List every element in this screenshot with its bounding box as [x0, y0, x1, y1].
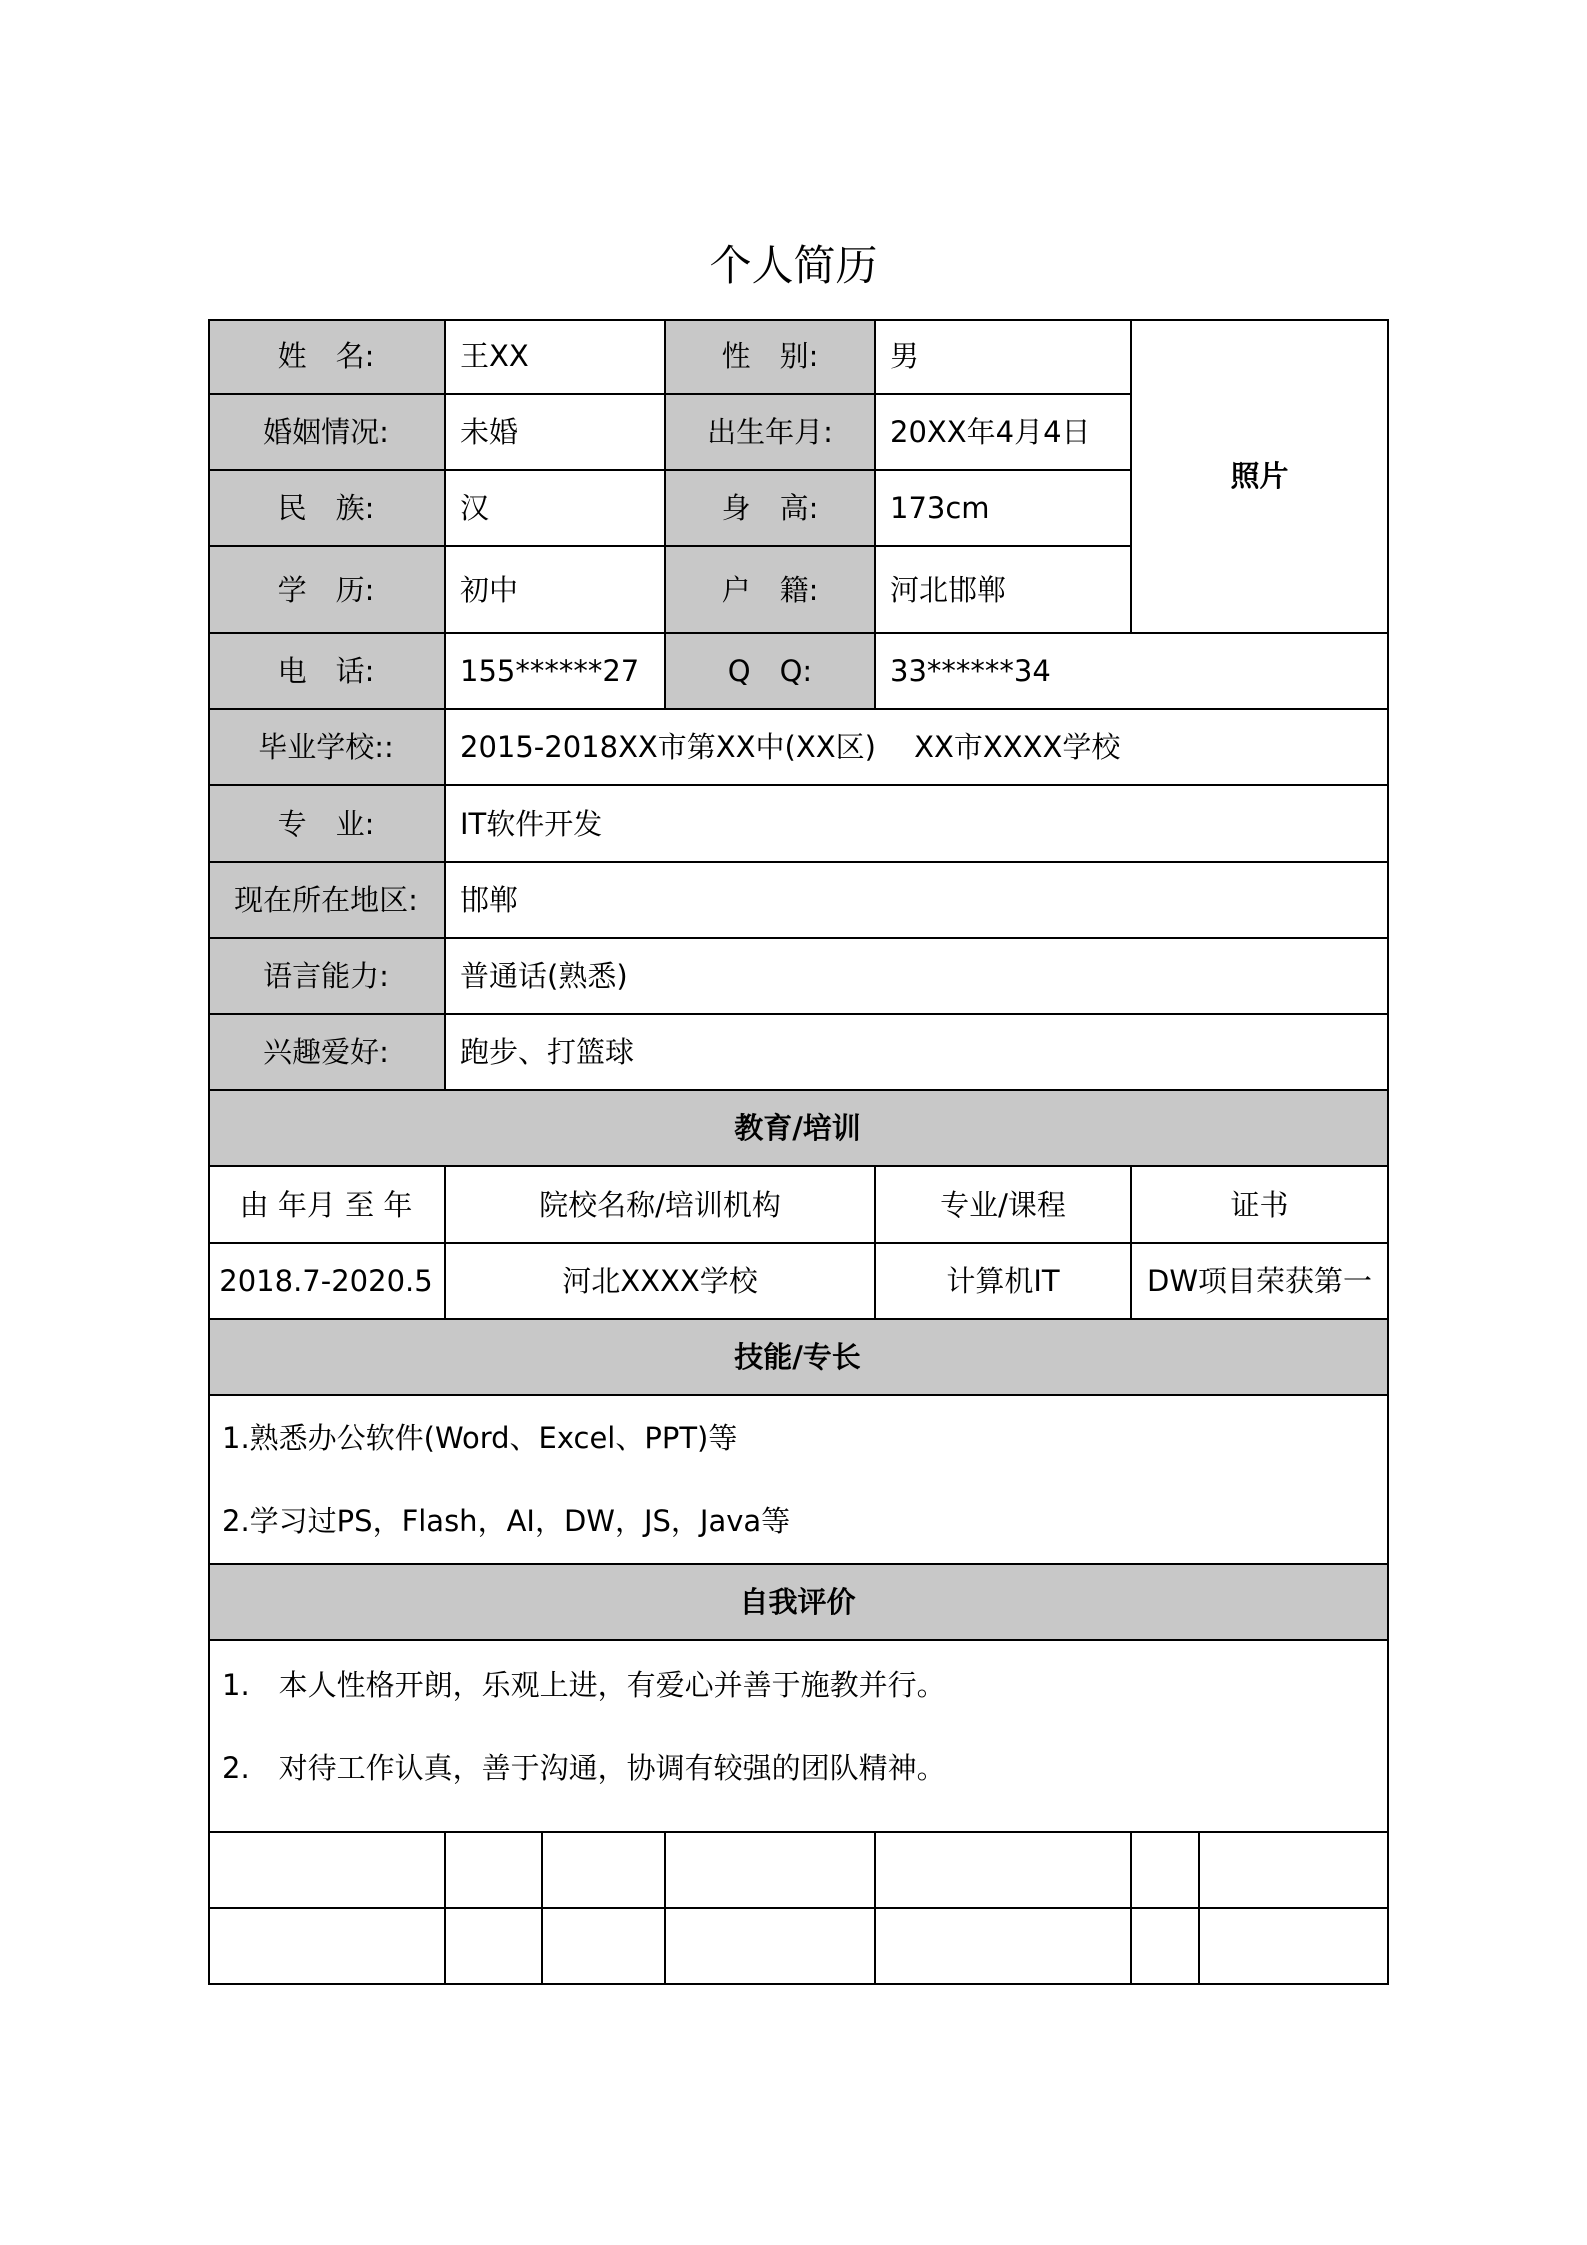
- hukou-label: 户 籍:: [666, 547, 876, 634]
- school-label: 毕业学校::: [208, 710, 446, 786]
- self-evaluation-item: 1. 本人性格开朗，乐观上进，有爱心并善于施教并行。: [222, 1667, 946, 1702]
- hobby-value: 跑步、打篮球: [446, 1015, 1389, 1091]
- education-value: 初中: [446, 547, 666, 634]
- education-row-course: 计算机IT: [876, 1244, 1132, 1320]
- height-value: 173cm: [876, 471, 1132, 547]
- height-label: 身 高:: [666, 471, 876, 547]
- phone-value: 155******27: [446, 634, 666, 710]
- education-column-course: 专业/课程: [876, 1167, 1132, 1244]
- language-value: 普通话(熟悉): [446, 939, 1389, 1015]
- major-value: IT软件开发: [446, 786, 1389, 863]
- empty-cell: [446, 1833, 543, 1909]
- location-value: 邯郸: [446, 863, 1389, 939]
- marital-value: 未婚: [446, 395, 666, 471]
- education-column-certificate: 证书: [1132, 1167, 1389, 1244]
- empty-cell: [208, 1909, 446, 1985]
- empty-cell: [1200, 1909, 1389, 1985]
- major-label: 专 业:: [208, 786, 446, 863]
- gender-label: 性 别:: [666, 319, 876, 395]
- empty-cell: [208, 1833, 446, 1909]
- self-evaluation-section-header: 自我评价: [208, 1565, 1389, 1641]
- self-evaluation-content: [208, 1641, 1389, 1833]
- birth-label: 出生年月:: [666, 395, 876, 471]
- skill-item: 1.熟悉办公软件(Word、Excel、PPT)等: [222, 1421, 738, 1455]
- education-row-certificate: DW项目荣获第一: [1132, 1244, 1389, 1320]
- empty-cell: [543, 1833, 666, 1909]
- empty-cell: [666, 1909, 876, 1985]
- education-column-period: 由 年月 至 年: [208, 1167, 446, 1244]
- hukou-value: 河北邯郸: [876, 547, 1132, 634]
- name-value: 王XX: [446, 319, 666, 395]
- education-section-header: 教育/培训: [208, 1091, 1389, 1167]
- empty-cell: [1200, 1833, 1389, 1909]
- empty-cell: [876, 1833, 1132, 1909]
- ethnic-value: 汉: [446, 471, 666, 547]
- skill-item: 2.学习过PS，Flash，AI，DW，JS，Java等: [222, 1504, 791, 1538]
- gender-value: 男: [876, 319, 1132, 395]
- location-label: 现在所在地区:: [208, 863, 446, 939]
- skills-section-header: 技能/专长: [208, 1320, 1389, 1396]
- empty-cell: [876, 1909, 1132, 1985]
- name-label: 姓 名:: [208, 319, 446, 395]
- phone-label: 电 话:: [208, 634, 446, 710]
- education-label: 学 历:: [208, 547, 446, 634]
- qq-label: Q Q:: [666, 634, 876, 710]
- birth-value: 20XX年4月4日: [876, 395, 1132, 471]
- empty-cell: [543, 1909, 666, 1985]
- language-label: 语言能力:: [208, 939, 446, 1015]
- education-row-school: 河北XXXX学校: [446, 1244, 876, 1320]
- empty-cell: [1132, 1833, 1200, 1909]
- school-value: 2015-2018XX市第XX中(XX区) XX市XXXX学校: [446, 710, 1389, 786]
- education-column-school: 院校名称/培训机构: [446, 1167, 876, 1244]
- skills-content: [208, 1396, 1389, 1565]
- page-title: 个人简历: [709, 241, 878, 290]
- photo-placeholder: 照片: [1132, 319, 1389, 634]
- education-row-period: 2018.7-2020.5: [208, 1244, 446, 1320]
- marital-label: 婚姻情况:: [208, 395, 446, 471]
- empty-cell: [666, 1833, 876, 1909]
- ethnic-label: 民 族:: [208, 471, 446, 547]
- self-evaluation-item: 2. 对待工作认真，善于沟通，协调有较强的团队精神。: [222, 1750, 946, 1785]
- empty-cell: [1132, 1909, 1200, 1985]
- qq-value: 33******34: [876, 634, 1389, 710]
- empty-cell: [446, 1909, 543, 1985]
- hobby-label: 兴趣爱好:: [208, 1015, 446, 1091]
